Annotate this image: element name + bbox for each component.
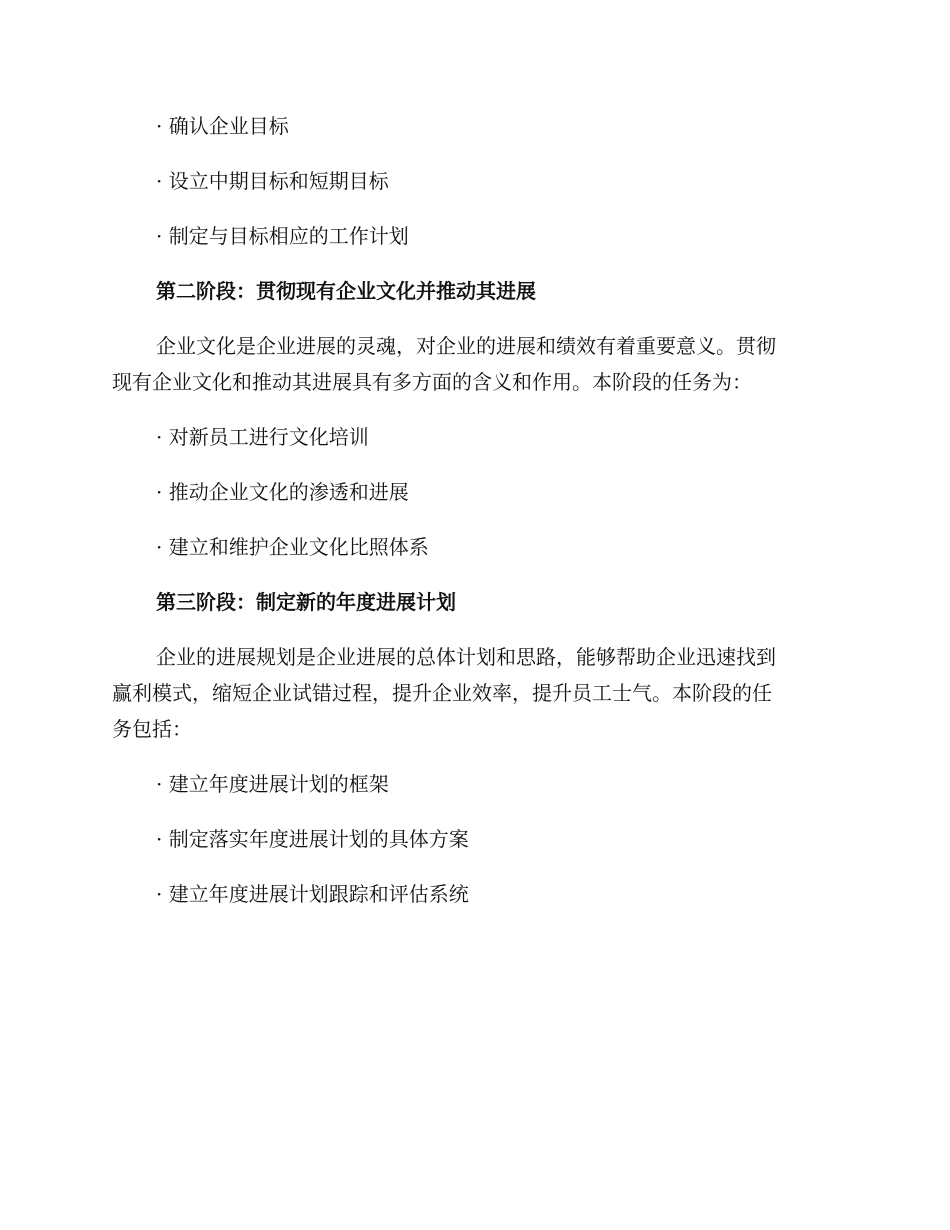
paragraph-line: 现有企业文化和推动其进展具有多方面的含义和作用。本阶段的任务为： (112, 370, 752, 394)
list-item: · 确认企业目标 (156, 114, 289, 138)
list-item: · 建立年度进展计划跟踪和评估系统 (156, 882, 469, 906)
list-item: · 建立年度进展计划的框架 (156, 772, 389, 796)
section-heading-stage-2: 第二阶段：贯彻现有企业文化并推动其进展 (156, 279, 536, 303)
section-2-paragraph (112, 328, 832, 400)
list-item: · 建立和维护企业文化比照体系 (156, 535, 429, 559)
list-item: · 制定落实年度进展计划的具体方案 (156, 827, 469, 851)
paragraph-line: 企业的进展规划是企业进展的总体计划和思路，能够帮助企业迅速找到 (156, 645, 776, 669)
list-item: · 制定与目标相应的工作计划 (156, 224, 409, 248)
document-body (112, 108, 832, 931)
list-item: · 推动企业文化的渗透和进展 (156, 480, 409, 504)
list-item: · 设立中期目标和短期目标 (156, 169, 389, 193)
paragraph-line: 务包括： (112, 717, 192, 741)
paragraph-line: 企业文化是企业进展的灵魂，对企业的进展和绩效有着重要意义。贯彻 (156, 334, 776, 358)
paragraph-line: 赢利模式，缩短企业试错过程，提升企业效率，提升员工士气。本阶段的任 (112, 681, 772, 705)
section-heading-stage-3: 第三阶段：制定新的年度进展计划 (156, 590, 456, 614)
section-3-paragraph (112, 639, 832, 747)
list-item: · 对新员工进行文化培训 (156, 425, 369, 449)
